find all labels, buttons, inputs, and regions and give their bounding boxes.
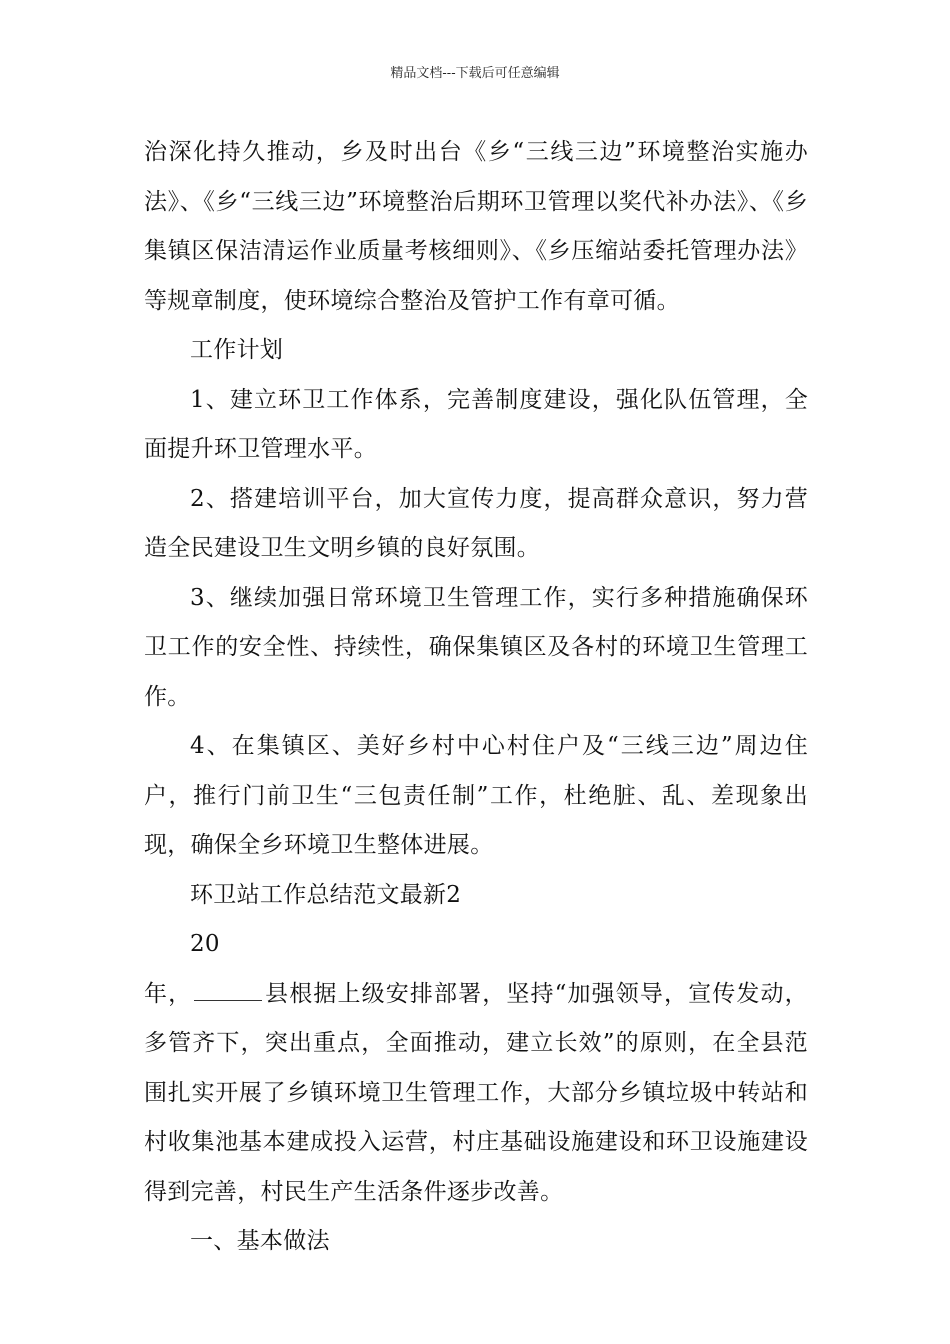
plan-item-1: 1、建立环卫工作体系，完善制度建设，强化队伍管理，全面提升环卫管理水平。 (144, 386, 808, 462)
document-body (144, 128, 808, 1267)
summary-rest: 县根据上级安排部署，坚持“加强领导，宣传发动，多管齐下，突出重点，全面推动，建立长效”的原则，在全县范围扎实开展了乡镇环境卫生管理工作，大部分乡镇垃圾中转站和村收集池基本建成投入运营，村庄基础设施建设和环卫设施建设得到完善，村民生产生活条件逐步改善。 (144, 980, 808, 1205)
paragraph-summary (144, 970, 808, 1218)
summary-start: 年， (144, 980, 193, 1007)
paragraph-regulations: 治深化持久推动，乡及时出台《乡“三线三边”环境整治实施办法》、《乡“三线三边”环境整治后期环卫管理以奖代补办法》、《乡集镇区保洁清运作业质量考核细则》、《乡压缩站委托管理办法》等规章制度，使环境综合整治及管护工作有章可循。 (144, 139, 808, 314)
plan-item-3: 3、继续加强日常环境卫生管理工作，实行多种措施确保环卫工作的安全性、持续性，确保集镇区及各村的环境卫生管理工作。 (144, 584, 808, 710)
year-prefix: 20 (190, 931, 220, 957)
heading-basic-practice: 一、基本做法 (190, 1228, 330, 1254)
section-title: 环卫站工作总结范文最新2 (190, 881, 462, 908)
blank-underline (194, 976, 262, 1001)
plan-item-4: 4、在集镇区、美好乡村中心村住户及“三线三边”周边住户，推行门前卫生“三包责任制”工作，杜绝脏、乱、差现象出现，确保全乡环境卫生整体进展。 (144, 733, 808, 858)
page-header: 精品文档---下载后可任意编辑 (390, 66, 560, 81)
heading-work-plan: 工作计划 (190, 337, 284, 363)
plan-item-2: 2、搭建培训平台，加大宣传力度，提高群众意识，努力营造全民建设卫生文明乡镇的良好氛围。 (144, 485, 808, 561)
